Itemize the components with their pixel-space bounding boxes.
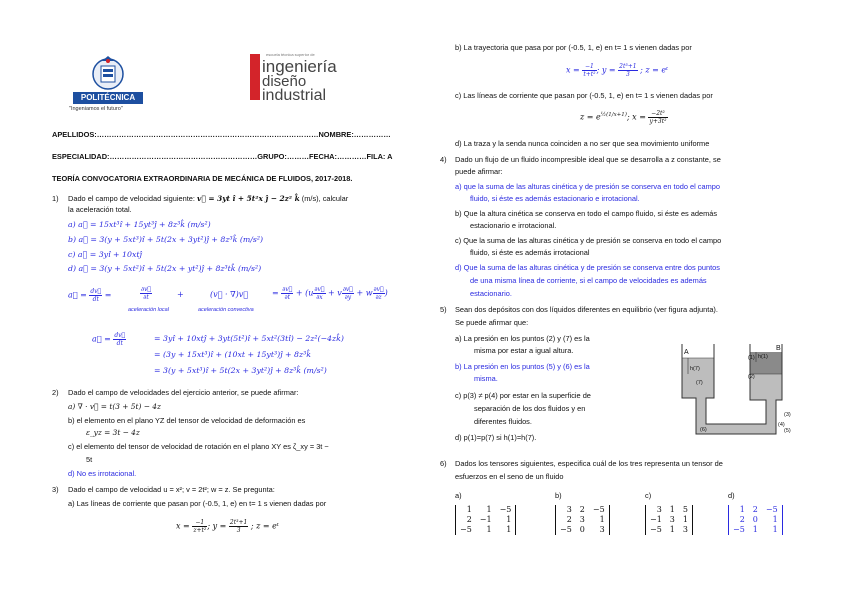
- q1-stem-a: Dado el campo de velocidad siguiente:: [68, 194, 195, 203]
- fig-label-a: A: [684, 349, 689, 356]
- q1-solution-convective: (v⃗ · ∇)v⃗: [210, 290, 249, 299]
- upm-shield-icon: [88, 52, 128, 92]
- q4-option-a2: fluido, si éste es además estacionario e irrotacional.: [470, 194, 640, 203]
- matrix-cell: 1: [682, 515, 688, 524]
- q5-stem1: Sean dos depósitos con dos líquidos diferentes en equilibrio (ver figura adjunta).: [455, 305, 718, 314]
- matrix-cell: 3: [599, 525, 605, 534]
- q1-solution-lhs: a⃗ = $\frac{dv⃗}{dt}$ =: [68, 288, 112, 303]
- q3-option-b[interactable]: b) La trayectoria que pasa por por (-0.5, 1, e) en t= 1 s vienen dadas por: [455, 43, 692, 52]
- matrix-cell: −5: [560, 525, 572, 534]
- matrix-cell: −5: [765, 505, 778, 514]
- school-small: escuela técnica superior de: [266, 52, 315, 57]
- matrix-cell: 1: [599, 515, 605, 524]
- q2-option-a[interactable]: a) ∇ · v⃗ = t(3 + 5t) − 4z: [68, 402, 161, 411]
- matrix-cell: 1: [486, 525, 492, 534]
- tank-b-liquid-bottom: [750, 374, 782, 400]
- q1-stem-eq: v⃗ = 3yt ı̂ + 5t²x ȷ̂ − 2z² k̂: [197, 194, 300, 203]
- q6-label-a[interactable]: a): [455, 491, 462, 500]
- fig-label-b: B: [776, 345, 781, 352]
- q5-stem2: Se puede afirmar que:: [455, 318, 529, 327]
- q4-option-c[interactable]: c) Que la suma de las alturas cinética y de presión se conserva en todo el campo: [455, 236, 722, 245]
- q4-stem1: Dado un flujo de un fluido incompresible ideal que se desarrolla a z constante, se: [455, 155, 721, 164]
- school-logo-bar: [250, 54, 260, 100]
- matrix-cell: 3: [656, 505, 662, 514]
- q6-matrix-d[interactable]: [728, 505, 783, 535]
- upm-name: POLITÉCNICA: [73, 92, 143, 104]
- exam-title: TEORÍA CONVOCATORIA EXTRAORDINARIA DE MECÁNICA DE FLUIDOS, 2017-2018.: [52, 174, 353, 183]
- q2-option-d[interactable]: d) No es irrotacional.: [68, 469, 137, 478]
- fig-p7: (7): [696, 380, 703, 386]
- q5-option-d[interactable]: d) p(1)=p(7) si h(1)=h(7).: [455, 433, 537, 442]
- matrix-cell: 2: [566, 515, 572, 524]
- school-line1: ingeniería: [262, 57, 337, 76]
- q4-option-d2: de una misma línea de corriente, si el campo de velocidades es además: [470, 276, 707, 285]
- matrix-cell: 2: [739, 515, 745, 524]
- q1-solution-line2: = (3y + 15xt³)ı̂ + (10xt + 15yt³)ȷ̂ + 8z³k̂: [154, 350, 311, 359]
- q3-option-a[interactable]: a) Las líneas de corriente que pasan por (-0.5, 1, e) en t= 1 s vienen dadas por: [68, 499, 327, 508]
- tube-bottom-liquid: [696, 424, 776, 434]
- q1-convective-label: aceleración convectiva: [198, 307, 254, 313]
- q4-option-d[interactable]: d) Que la suma de las alturas cinética y de presión se conserva entre dos puntos: [455, 263, 720, 272]
- fig-h1: h(1): [758, 354, 768, 360]
- matrix-cell: 1: [772, 515, 778, 524]
- q4-option-a[interactable]: a) que la suma de las alturas cinética y de presión se conserva en todo el campo: [455, 182, 720, 191]
- matrix-cell: 1: [772, 525, 778, 534]
- matrix-cell: 3: [579, 515, 585, 524]
- q5-option-b2: misma.: [474, 374, 498, 383]
- q5-number: 5): [440, 305, 447, 314]
- q2-option-b2: ε_yz = 3t − 4z: [86, 428, 140, 437]
- fig-p3: (3): [784, 412, 791, 418]
- school-line3: industrial: [262, 87, 327, 104]
- matrix-cell: −1: [650, 515, 662, 524]
- matrix-cell: 3: [682, 525, 688, 534]
- q2-option-b1[interactable]: b) el elemento en el plano YZ del tensor de velocidad de deformación es: [68, 416, 306, 425]
- q1-solution-plus: +: [177, 290, 184, 299]
- matrix-cell: 1: [506, 525, 512, 534]
- q1-option-d[interactable]: d) a⃗ = 3(y + 5xt²)ı̂ + 5t(2x + yt²)ȷ̂ + 8z³tk̂ (m/s²): [68, 264, 262, 273]
- q5-option-c2: separación de los dos fluidos y en: [474, 404, 586, 413]
- matrix-cell: 0: [752, 515, 758, 524]
- q6-stem1: Dados los tensores siguientes, especifica cuál de los tres representa un tensor de: [455, 459, 723, 468]
- q1-stem: [68, 194, 348, 204]
- q5-option-c3: diferentes fluidos.: [474, 417, 532, 426]
- matrix-cell: 5: [682, 505, 688, 514]
- q3-option-d[interactable]: d) La traza y la senda nunca coinciden a no ser que sea movimiento uniforme: [455, 139, 710, 148]
- school-line2: diseño: [262, 73, 307, 90]
- matrix-cell: −1: [479, 515, 492, 524]
- q4-option-b[interactable]: b) Que la altura cinética se conserva en todo el campo fluido, si éste es además: [455, 209, 718, 218]
- matrix-cell: 2: [752, 505, 758, 514]
- q5-tanks-figure: [672, 334, 794, 442]
- q4-option-d3: estacionario.: [470, 289, 512, 298]
- tanks-diagram: [672, 334, 794, 442]
- q5-option-a2: misma por estar a igual altura.: [474, 346, 574, 355]
- fig-p2: (2): [748, 374, 755, 380]
- q1-option-c[interactable]: c) a⃗ = 3yı̂ + 10xtȷ̂: [68, 250, 142, 259]
- q5-option-c[interactable]: c) p(3) ≠ p(4) por estar en la superficie de: [455, 391, 591, 400]
- especialidad-field[interactable]: ESPECIALIDAD:……………………………………………………GRUPO:………FECHA:…………FILA: A: [52, 152, 393, 161]
- matrix-cell: 1: [669, 505, 675, 514]
- q6-label-c[interactable]: c): [645, 491, 652, 500]
- q2-number: 2): [52, 388, 59, 397]
- matrix-cell: 2: [466, 515, 472, 524]
- q4-option-b2: estacionario e irrotacional.: [470, 221, 557, 230]
- fig-h7: h(7): [690, 366, 700, 372]
- q4-stem2: puede afirmar:: [455, 167, 503, 176]
- matrix-cell: 3: [669, 515, 675, 524]
- q1-stem-c: la aceleración total.: [68, 205, 132, 214]
- matrix-cell: 3: [566, 505, 572, 514]
- q3-number: 3): [52, 485, 59, 494]
- q3-option-b-eq: x = $\frac{-1}{\text{t+t²}}$ ; y = $\frac{\text{2t³+1}}{3}$ ; z = eᵗ: [566, 63, 669, 78]
- q4-option-c2: fluido, si éste es además irrotacional: [470, 248, 590, 257]
- matrix-cell: 2: [579, 505, 585, 514]
- q1-solution-lhs2: a⃗ = $\frac{dv⃗}{dt}$: [92, 332, 126, 347]
- matrix-cell: 1: [752, 525, 758, 534]
- matrix-cell: 1: [486, 505, 492, 514]
- q1-stem-b: (m/s), calcular: [301, 194, 349, 203]
- q3-stem: Dado el campo de velocidad u = x²; v = 2t²; w = z. Se pregunta:: [68, 485, 275, 494]
- q6-matrix-c[interactable]: [645, 505, 693, 535]
- fig-p1: (1): [748, 355, 755, 361]
- q6-number: 6): [440, 459, 447, 468]
- q5-option-a[interactable]: a) La presión en los puntos (2) y (7) es la: [455, 334, 590, 343]
- q1-solution-local: $\frac{\partial v⃗}{\partial t}$: [141, 286, 152, 301]
- q1-local-label: aceleración local: [128, 307, 169, 313]
- q4-number: 4): [440, 155, 447, 164]
- q6-label-d[interactable]: d): [728, 491, 735, 500]
- matrix-cell: 1: [669, 525, 675, 534]
- q1-option-b[interactable]: b) a⃗ = 3(y + 5xt³)ı̂ + 5t(2x + 3yt²)ȷ̂ + 8z³k̂ (m/s²): [68, 235, 264, 244]
- upm-tagline: "Ingeniamos el futuro": [69, 106, 123, 112]
- matrix-cell: −5: [733, 525, 745, 534]
- tank-a-liquid: [682, 358, 714, 398]
- q3-option-a-eq: x = $\frac{-1}{\text{z+t²}}$ ; y = $\frac{\text{2t³+1}}{3}$ ; z = eᵗ: [176, 519, 279, 534]
- matrix-cell: 0: [579, 525, 585, 534]
- matrix-cell: 1: [506, 515, 512, 524]
- q2-option-c2: 5t: [86, 455, 93, 464]
- q6-matrix-a[interactable]: [455, 505, 516, 535]
- matrix-cell: 1: [739, 505, 745, 514]
- q1-solution-expanded: = $\frac{\partial v⃗}{\partial t}$ + (u $\frac{\partial v⃗}{\partial x}$ + v $\frac{\partial v⃗}{\partial y}$ + w $\frac{\partial v⃗}{\partial z}$ ): [272, 286, 388, 301]
- q2-stem: Dado el campo de velocidades del ejercicio anterior, se puede afirmar:: [68, 388, 299, 397]
- fig-p5: (5): [784, 428, 791, 434]
- matrix-cell: 1: [466, 505, 472, 514]
- matrix-cell: −5: [650, 525, 662, 534]
- q6-label-b[interactable]: b): [555, 491, 562, 500]
- q1-number: 1): [52, 194, 59, 203]
- q3-option-c[interactable]: c) Las líneas de corriente que pasan por (-0.5, 1, e) en t= 1 s vienen dadas por: [455, 91, 713, 100]
- fig-p4: (4): [778, 422, 785, 428]
- apellidos-field[interactable]: APELLIDOS:………………………………………………………………………………NOMBRE:……………: [52, 130, 391, 139]
- q6-matrix-b[interactable]: [555, 505, 610, 535]
- matrix-cell: −5: [499, 505, 512, 514]
- fig-p6: (6): [700, 427, 707, 433]
- matrix-cell: −5: [592, 505, 605, 514]
- q5-option-b[interactable]: b) La presión en los puntos (5) y (6) es la: [455, 362, 590, 371]
- q2-option-c1[interactable]: c) el elemento del tensor de velocidad de rotación en el plano XY es ζ_xy = 3t −: [68, 442, 329, 451]
- q6-stem2: esfuerzos en el seno de un fluido: [455, 472, 564, 481]
- q3-option-c-eq: $z = e^{\frac{1}{2}(1/x+1)}$; x = $\frac{\text{−2t²}}{\text{y+3t²}}$: [580, 110, 667, 125]
- tube-right-liquid: [766, 400, 776, 434]
- q1-option-a[interactable]: a) a⃗ = 15xt³ı̂ + 15yt³ȷ̂ + 8z³k̂ (m/s²): [68, 220, 211, 229]
- matrix-cell: −5: [460, 525, 472, 534]
- q1-solution-line1: = 3yı̂ + 10xtȷ̂ + 3yt(5t²)ı̂ + 5xt²(3tı̂) − 2z²(−4zk̂): [154, 334, 344, 343]
- q1-solution-line3: = 3(y + 5xt³)ı̂ + 5t(2x + 3yt²)ȷ̂ + 8z³k̂ (m/s²): [154, 366, 327, 375]
